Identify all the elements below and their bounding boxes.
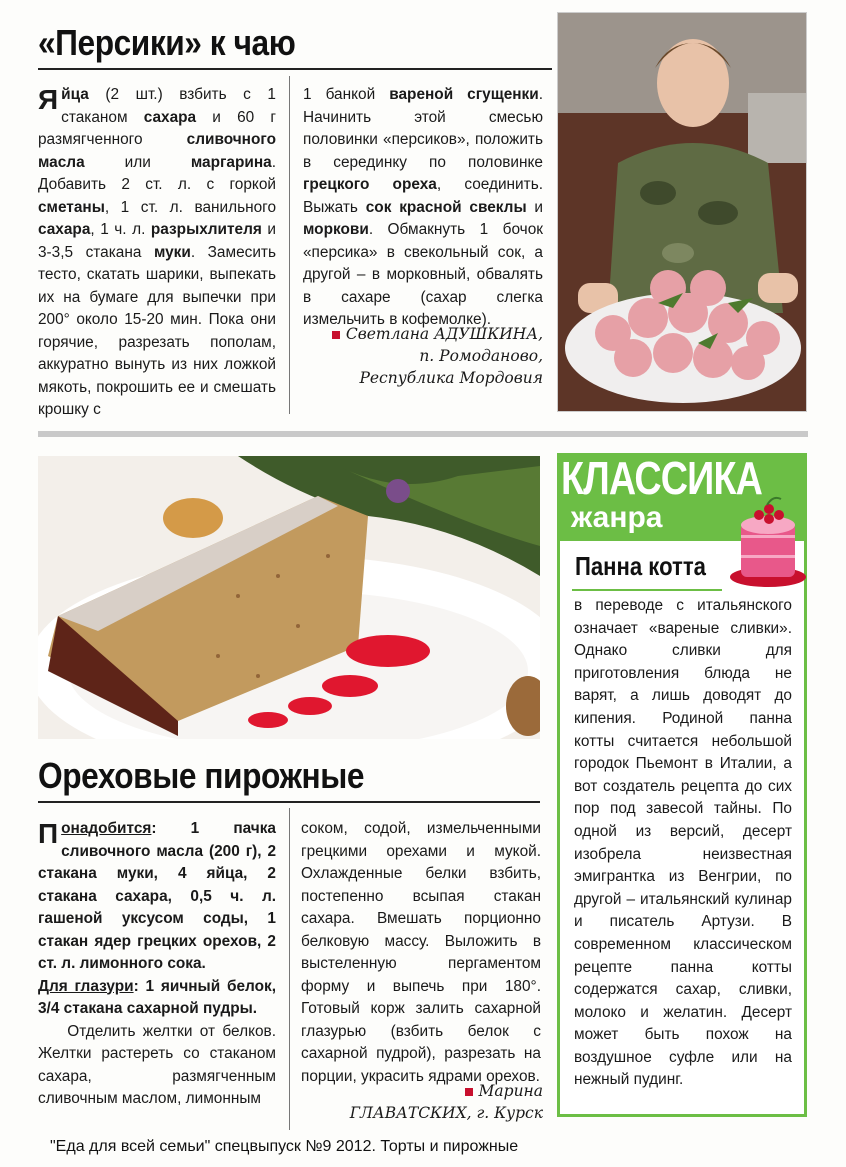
boy-photo-illustration: [558, 13, 807, 412]
article1-signature: [300, 323, 543, 389]
sidebar-heading-rule: [572, 589, 722, 591]
section-separator: [38, 431, 808, 437]
article2-title-rule: [38, 801, 540, 803]
article1-title-rule: [38, 68, 552, 70]
author-region: Республика Мордовия: [359, 369, 543, 387]
author-place: п. Ромоданово,: [419, 347, 543, 365]
article2-column-1: Понадобится: 1 пачка сливочного масла (200 г), 2 стакана муки, 4 яйца, 2 стакана сахара, 0,5 ч. л. гашеной уксусом соды, 1 стакан ядер грецких орехов, 2 ст. л. лимонного сока. Для глазури: 1 яичный белок, 3/4 стакана сахарной пудры. Отделить желтки от белков. Желтки растереть со стаканом сахара, размягченным сливочным маслом, лимонным: [38, 818, 276, 1107]
sidebar-heading: Панна котта: [575, 551, 706, 581]
nut-cake-illustration: [38, 456, 540, 739]
article1-title: «Персики» к чаю: [38, 22, 296, 63]
author-place: ГЛАВАТСКИХ, г. Курск: [349, 1104, 543, 1122]
column-divider-2: [289, 808, 290, 1130]
sidebar-text: в переводе с итальянского означает «вареные сливки». Однако сливки для приготовления блюда не варят, а лишь доводят до кипения. Родиной панна котты считается небольшой городок Пьемонт в Италии, а вот создатель рецепта до сих пор под завесой тайны. По одной из версий, десерт изобрела неизвестная эмигрантка из Венгрии, по другой – итальянский кулинар и писатель Артузи. В современном классическом рецепте панна котты содержатся сахар, сливки, молоко и желатин. Десерт может быть похож на воздушное суфле или на нежный пудинг.: [574, 597, 792, 1089]
column-divider: [289, 76, 290, 414]
author-name: Светлана АДУШКИНА,: [345, 325, 543, 343]
boy-with-peaches-photo: [557, 12, 807, 412]
sidebar-box: [557, 541, 807, 1117]
rubric-subtitle: жанра: [571, 501, 663, 534]
bullet-square-icon: [332, 331, 340, 339]
page-footer: "Еда для всей семьи" спецвыпуск №9 2012. Торты и пирожные: [50, 1138, 519, 1155]
article1-column-1: Яйца (2 шт.) взбить с 1 стаканом сахара и 60 г размягченного сливочного масла или маргарина. Добавить 2 ст. л. с горкой сметаны, 1 ст. л. ванильного сахара, 1 ч. л. разрыхлителя и 3-3,5 стакана муки. Замесить тесто, скатать шарики, выпекать их на бумаге для выпечки при 200° около 15-20 мин. Пока они горячие, разрезать пополам, аккуратно вынуть из них ложкой мякоть, покрошить ее и смешать крошку с: [38, 84, 276, 418]
bullet-square-icon: [465, 1088, 473, 1096]
author-name: Марина: [478, 1082, 543, 1100]
article2-column-2: соком, содой, измельченными грецкими орехами и мукой. Охлажденные белки взбить, постепенно всыпая стакан сахара. Вмешать порционно белковую массу. Выложить в выстеленную пергаментом форму и выпечь при 180°. Готовый корж залить сахарной глазурью (взбить белок с сахарной пудрой), разрезать на порции, украсить ядрами орехов.: [301, 820, 541, 1085]
nut-cake-photo: [38, 456, 540, 739]
article1-column-2: 1 банкой вареной сгущенки. Начинить этой смесью половинки «персиков», положить в серединку по половинке грецкого ореха, соединить. Выжать сок красной свеклы и моркови. Обмакнуть 1 бочок «персика» в свекольный сок, а другой – в морковный, обвалять в сахаре (сахар слегка измельчить в кофемолке).: [303, 86, 544, 328]
cake-icon: [727, 495, 809, 590]
article2-signature: [300, 1080, 543, 1124]
rubric-title: КЛАССИКА: [561, 452, 763, 504]
article2-title: Ореховые пирожные: [38, 755, 365, 796]
